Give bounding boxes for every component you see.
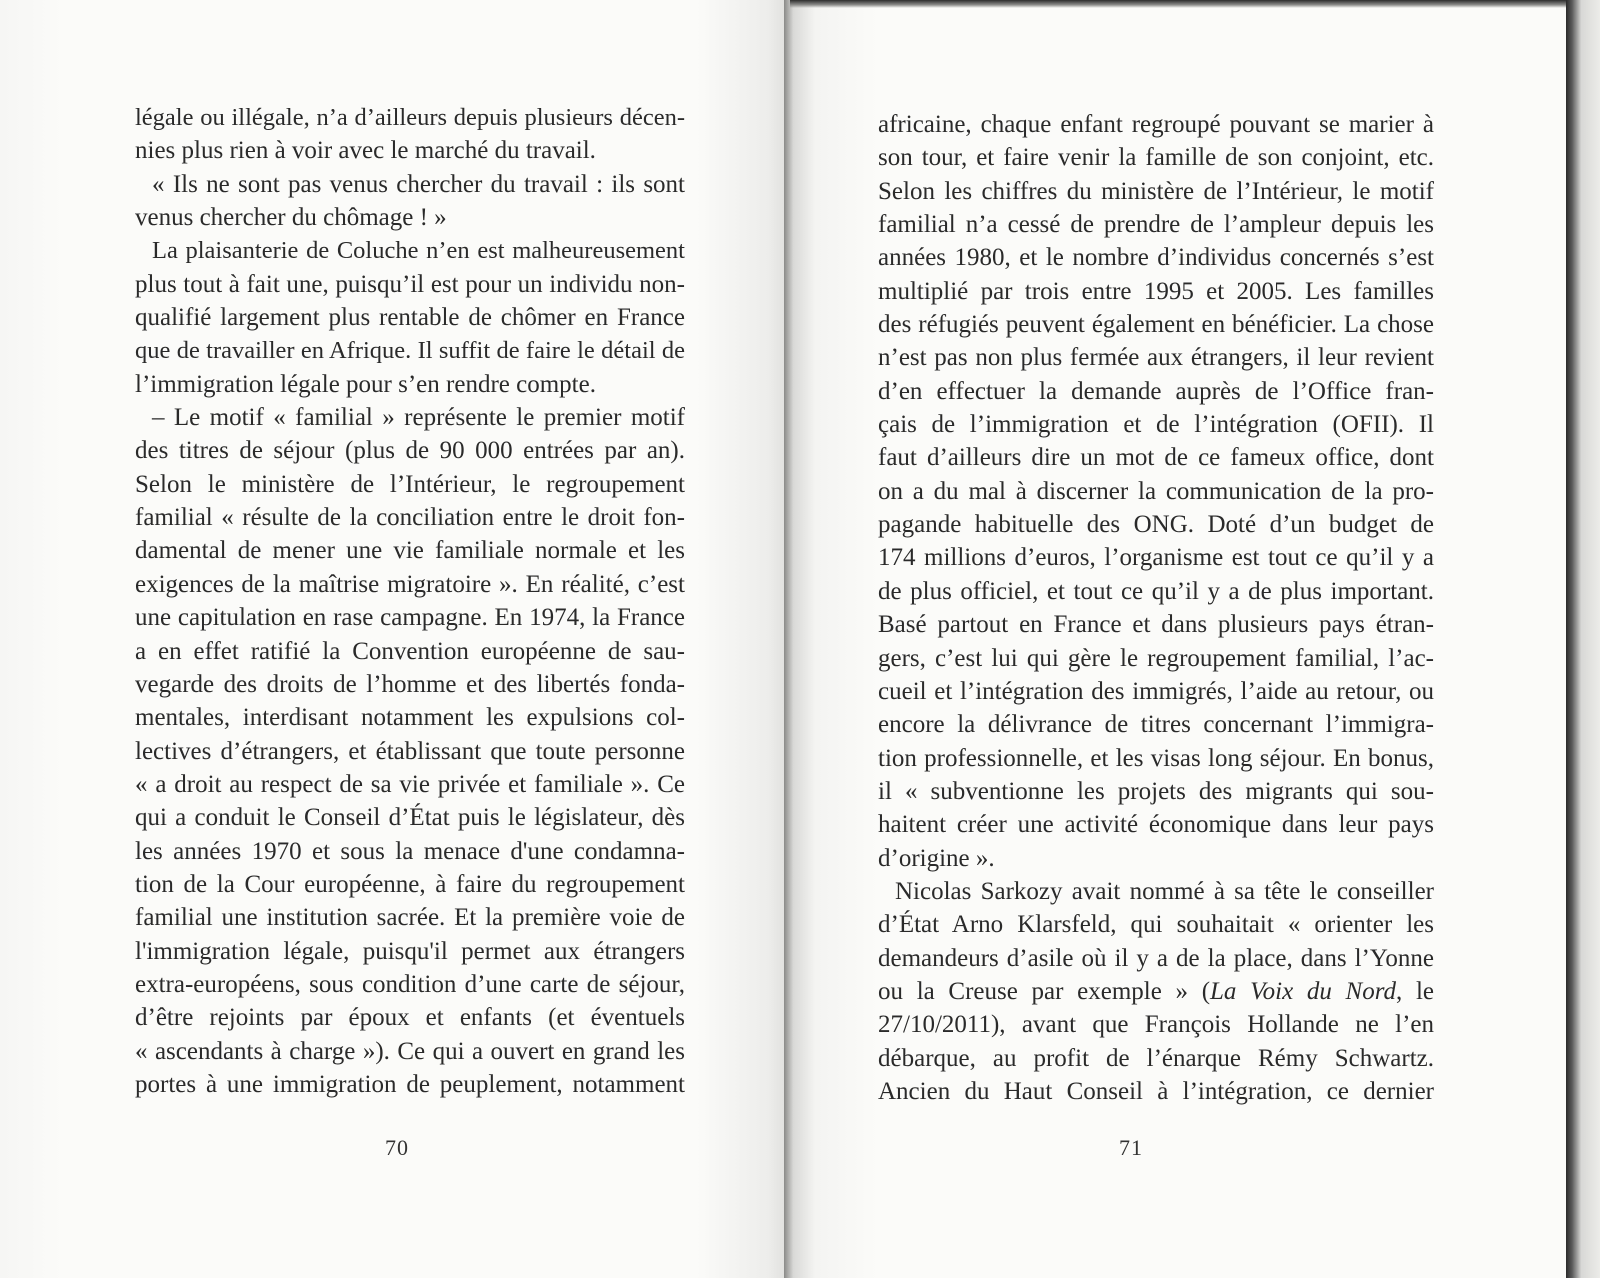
text-line: plus tout à fait une, puisqu’il est pour un individu non- [135,270,685,298]
page-number: 70 [385,1135,409,1160]
text-line: damental de mener une vie familiale normale et les [135,537,685,565]
text-line: tion professionnelle, et les visas long séjour. En bonus, [878,744,1434,772]
text-line: légale ou illégale, n’a d’ailleurs depuis plusieurs décen- [135,104,685,131]
text-line: d’en effectuer la demande auprès de l’Office fran- [878,377,1434,405]
text-line: que de travailler en Afrique. Il suffit de faire le détail de [135,337,685,365]
text-line: l’immigration légale pour s’en rendre compte. [135,370,596,398]
text-line: multiplié par trois entre 1995 et 2005. Les familles [878,277,1434,305]
text-line: il « subventionne les projets des migrants qui sou- [878,777,1434,805]
page-number: 71 [1119,1135,1143,1160]
text-line: une capitulation en rase campagne. En 1974, la France [135,604,685,632]
text-line: gers, c’est lui qui gère le regroupement familial, l’ac- [878,644,1434,672]
right-page-text [878,108,1434,1108]
text-line: les années 1970 et sous la menace d'une condamna- [135,837,685,865]
text-line: l'immigration légale, puisqu'il permet aux étrangers [135,937,685,965]
text-line: Ancien du Haut Conseil à l’intégration, ce dernier [878,1077,1434,1105]
text-line: mentales, interdisant notamment les expulsions col- [135,704,685,732]
text-line: a en effet ratifié la Convention européenne de sau- [135,637,685,665]
text-line: faut d’ailleurs dire un mot de ce fameux office, dont [878,444,1434,472]
text-line: on a du mal à discerner la communication de la pro- [878,477,1434,505]
text-fragment: , le [1396,977,1435,1005]
text-line: Selon les chiffres du ministère de l’Intérieur, le motif [878,177,1434,205]
text-line: portes à une immigration de peuplement, notamment [135,1070,685,1098]
text-line: 27/10/2011), avant que François Hollande ne l’en [878,1011,1434,1039]
text-line: demandeurs d’asile où il y a de la place, dans l’Yonne [878,944,1434,972]
text-line: cueil et l’intégration des immigrés, l’aide au retour, ou [878,677,1434,705]
text-line: tion de la Cour européenne, à faire du regroupement [135,870,685,898]
text-line: 174 millions d’euros, l’organisme est tout ce qu’il y a [878,544,1434,572]
text-line: des titres de séjour (plus de 90 000 entrées par an). [135,437,685,465]
right-page [784,0,1566,1278]
text-line: Nicolas Sarkozy avait nommé à sa tête le conseiller [895,877,1434,905]
text-line: – Le motif « familial » représente le premier motif [152,404,685,432]
text-line: familial une institution sacrée. Et la première voie de [135,904,685,932]
text-line: familial « résulte de la conciliation entre le droit fon- [135,504,685,532]
left-page [0,0,792,1278]
text-line: encore la délivrance de titres concernant l’immigra- [878,711,1434,739]
text-line: çais de l’immigration et de l’intégration (OFII). Il [878,411,1434,439]
text-line: n’est pas non plus fermée aux étrangers, il leur revient [878,344,1434,372]
text-line: extra-européens, sous condition d’une carte de séjour, [135,970,685,998]
book-edge-shadow [1566,0,1600,1278]
text-line: africaine, chaque enfant regroupé pouvant se marier à [878,111,1434,138]
text-line: d’origine ». [878,844,995,872]
text-line: familial n’a cessé de prendre de l’ampleur depuis les [878,211,1434,239]
text-line: son tour, et faire venir la famille de son conjoint, etc. [878,144,1434,172]
text-line: nies plus rien à voir avec le marché du travail. [135,137,596,165]
text-line: des réfugiés peuvent également en bénéficier. La chose [878,311,1434,339]
text-line: Selon le ministère de l’Intérieur, le regroupement [135,470,685,498]
text-line: haitent créer une activité économique dans leur pays [878,811,1434,839]
text-line: Basé partout en France et dans plusieurs pays étran- [878,611,1434,639]
text-line: années 1980, et le nombre d’individus concernés s’est [878,244,1434,272]
newspaper-title: La Voix du Nord [1210,977,1397,1005]
page-top-shadow [790,0,1566,8]
text-line: de plus officiel, et tout ce qu’il y a de plus important. [878,577,1434,605]
text-line: débarque, au profit de l’énarque Rémy Schwartz. [878,1044,1434,1072]
text-line: qui a conduit le Conseil d’État puis le législateur, dès [135,804,685,832]
text-line: d’être rejoints par époux et enfants (et éventuels [135,1004,685,1032]
text-line: « Ils ne sont pas venus chercher du travail : ils sont [152,170,685,198]
text-line: exigences de la maîtrise migratoire ». En réalité, c’est [135,570,685,598]
text-line: d’État Arno Klarsfeld, qui souhaitait « orienter les [878,911,1434,939]
text-line: « a droit au respect de sa vie privée et familiale ». Ce [135,770,685,798]
text-line: venus chercher du chômage ! » [135,204,447,232]
left-page-text [135,101,685,1101]
text-line: « ascendants à charge »). Ce qui a ouvert en grand les [135,1037,685,1065]
text-line: La plaisanterie de Coluche n’en est malheureusement [152,237,685,265]
text-fragment: ou la Creuse par exemple » ( [878,977,1211,1005]
text-line-with-citation [878,975,1434,1008]
text-line: qualifié largement plus rentable de chômer en France [135,304,685,332]
text-line: pagande habituelle des ONG. Doté d’un budget de [878,511,1434,539]
text-line: vegarde des droits de l’homme et des libertés fonda- [135,670,685,698]
text-line: lectives d’étrangers, et établissant que toute personne [135,737,685,765]
